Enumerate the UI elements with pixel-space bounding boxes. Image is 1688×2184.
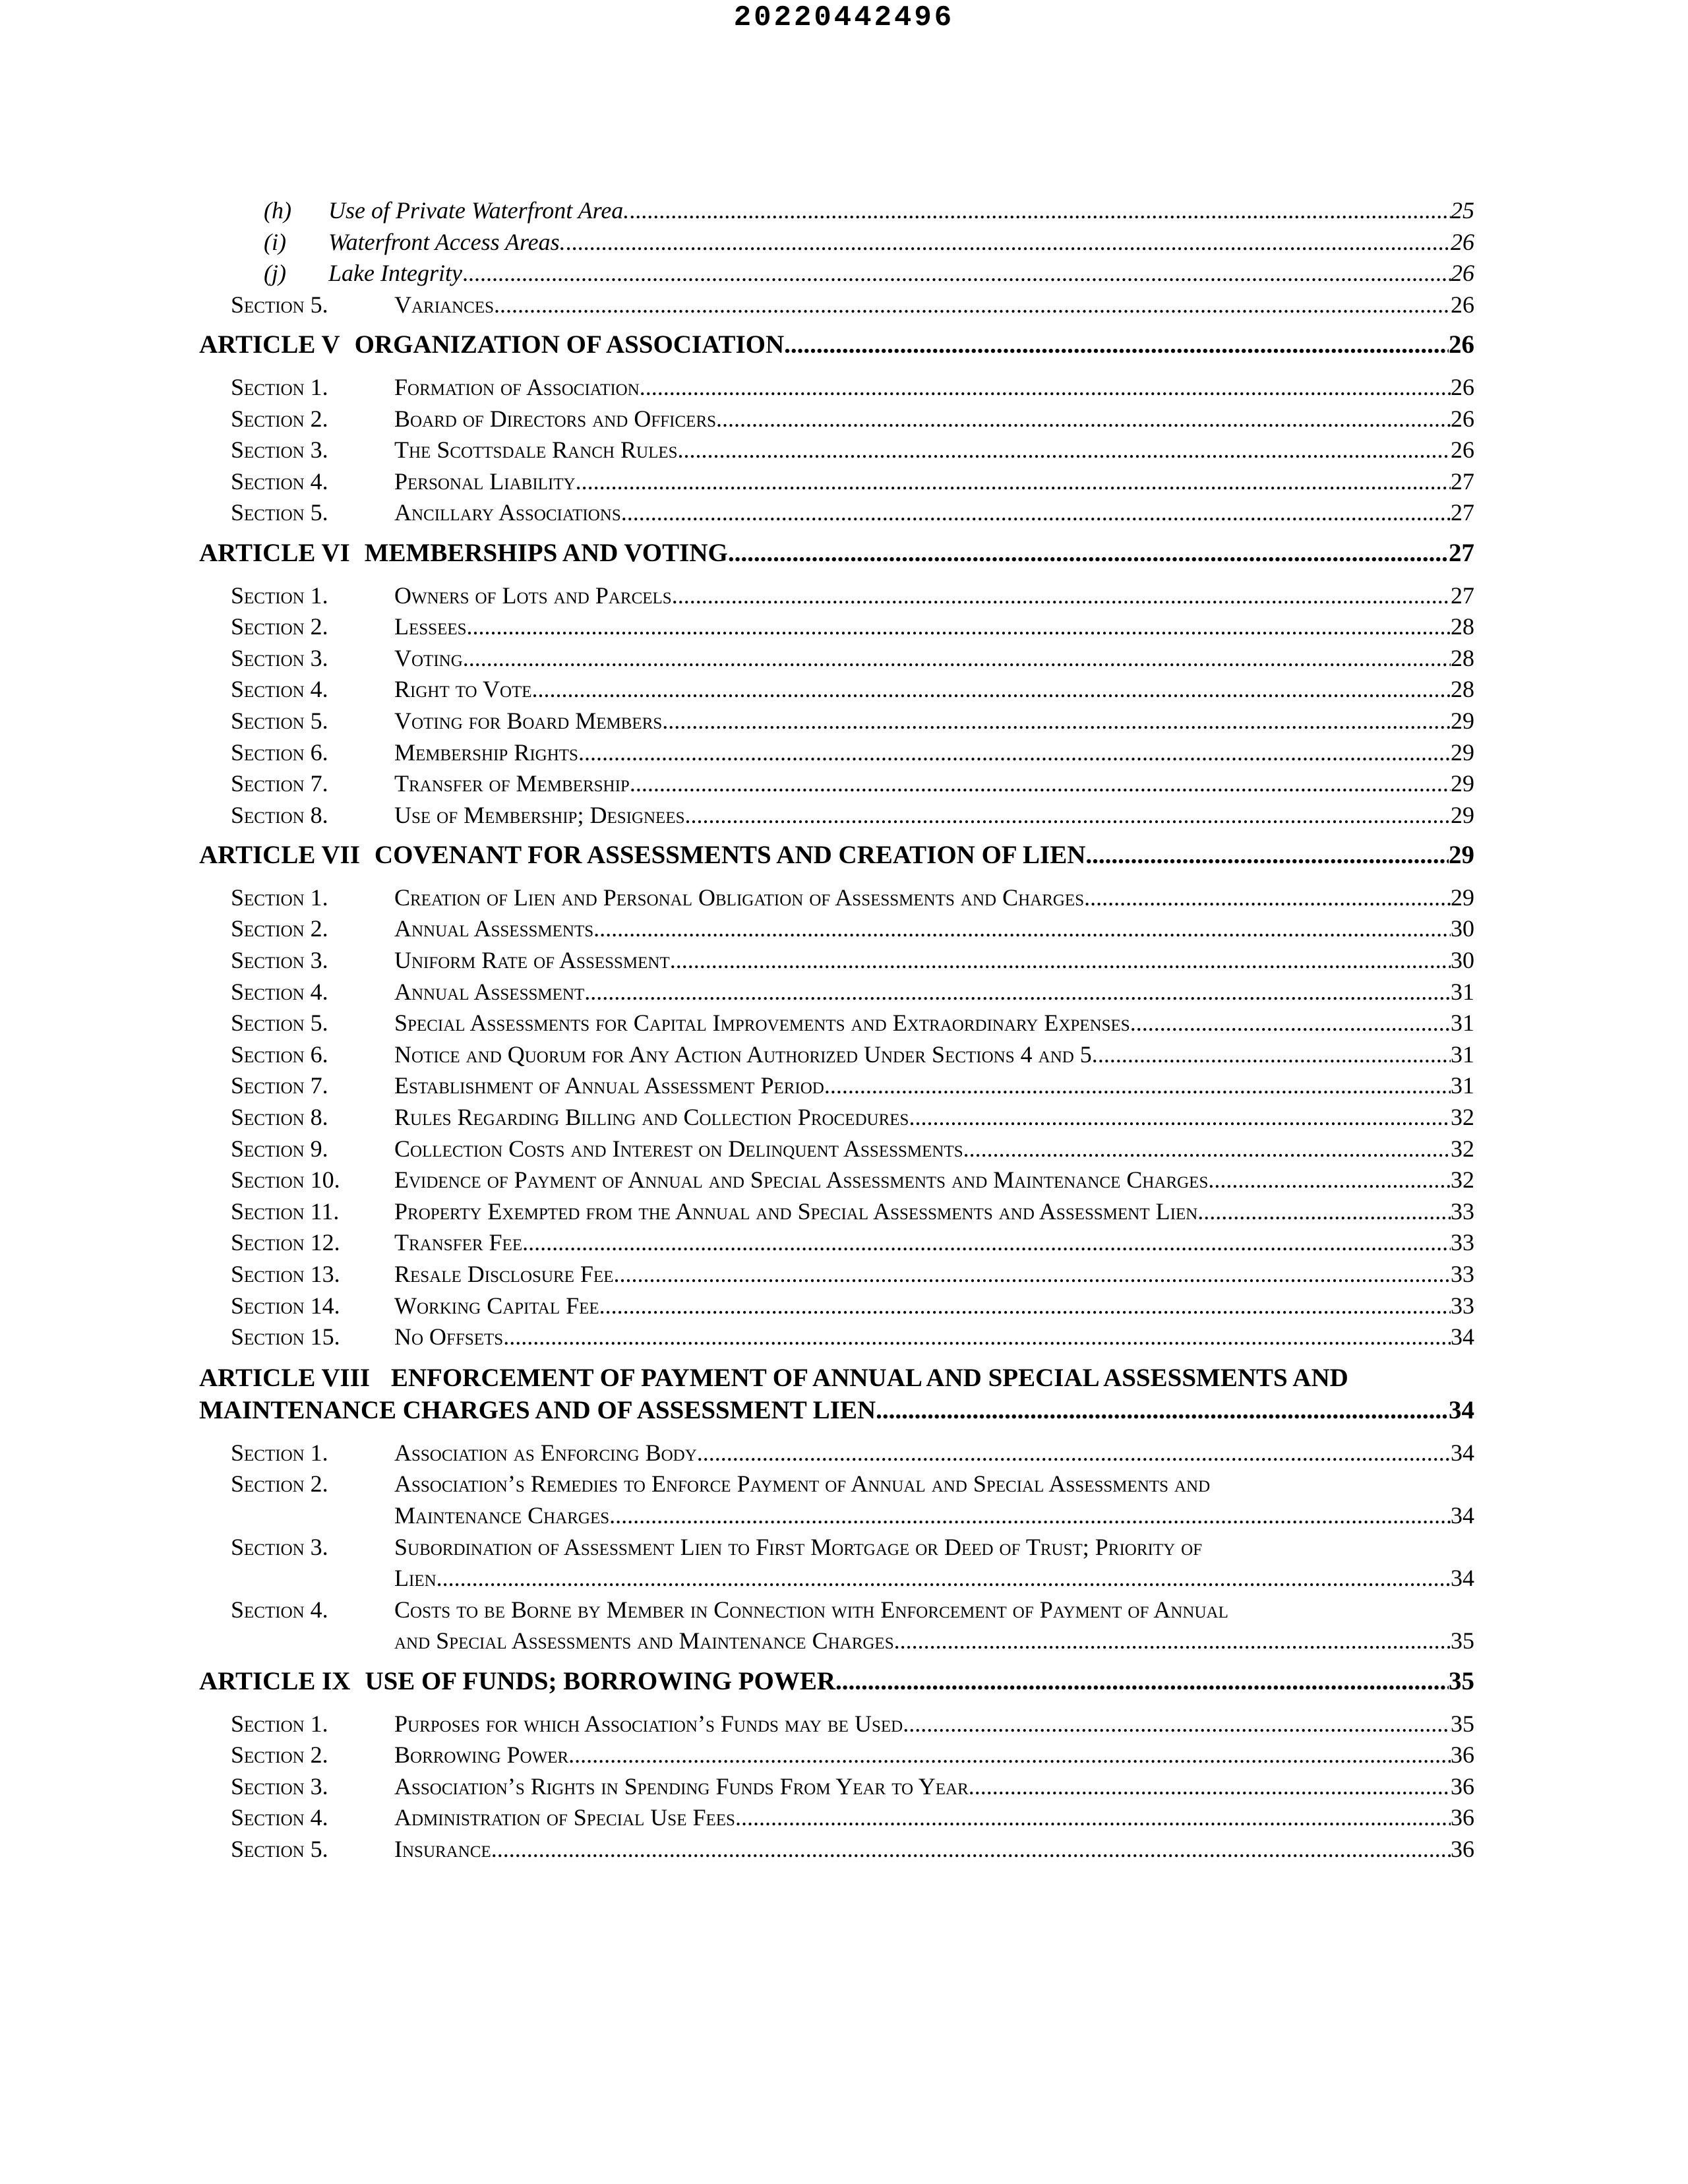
section-title: Creation of Lien and Personal Obligation of Assessments and Charges. — [394, 884, 1091, 911]
dot-leader — [1085, 839, 1449, 871]
dot-leader — [1214, 1165, 1451, 1196]
page-number: 26 — [1451, 228, 1474, 255]
section-label: Section 4. — [231, 978, 328, 1005]
subitem-title: Waterfront Access Areas. — [328, 228, 566, 255]
section-title: Membership Rights. — [394, 739, 584, 766]
dot-leader — [619, 1259, 1451, 1290]
dot-leader — [684, 435, 1451, 466]
section-label: Section 2. — [231, 1742, 328, 1769]
toc-section-row[interactable] — [199, 1771, 1474, 1803]
dot-leader — [615, 1500, 1451, 1532]
toc-section-row[interactable] — [199, 1070, 1474, 1102]
section-label: Section 7. — [231, 1072, 328, 1099]
toc-article-ix[interactable] — [199, 1666, 1474, 1697]
page-number: 30 — [1451, 947, 1474, 974]
section-label: Section 2. — [231, 1471, 328, 1498]
toc-section-row[interactable] — [199, 404, 1474, 435]
article-title: ORGANIZATION OF ASSOCIATION — [354, 330, 785, 359]
section-label: Section 15. — [231, 1323, 340, 1350]
section-label: Section 1. — [231, 582, 328, 609]
section-title: Annual Assessments. — [394, 915, 600, 942]
toc-section-row[interactable] — [199, 1259, 1474, 1290]
toc-section-row[interactable] — [199, 372, 1474, 404]
page-number: 34 — [1449, 1395, 1474, 1424]
dot-leader — [728, 537, 1449, 569]
page-number: 34 — [1451, 1565, 1474, 1592]
page-number: 31 — [1451, 1010, 1474, 1037]
toc-section-row[interactable] — [199, 1321, 1474, 1353]
section-title: Borrowing Power. — [394, 1742, 575, 1769]
section-title: Notice and Quorum for Any Action Authorized Under Sections 4 and 5. — [394, 1041, 1098, 1068]
dot-leader — [574, 1740, 1451, 1771]
page-number: 36 — [1451, 1742, 1474, 1769]
page-number: 36 — [1451, 1804, 1474, 1831]
dot-leader — [741, 1802, 1451, 1834]
section-label: Section 8. — [231, 1104, 328, 1131]
toc-section-row[interactable] — [199, 1834, 1474, 1866]
section-title: Administration of Special Use Fees. — [394, 1804, 741, 1831]
section-label: Section 5. — [231, 291, 328, 318]
article-title: USE OF FUNDS; BORROWING POWER — [365, 1666, 836, 1695]
toc-section-row[interactable] — [199, 497, 1474, 529]
dot-leader — [876, 1394, 1449, 1426]
toc-section-row[interactable] — [199, 611, 1474, 643]
section-label: Section 5. — [231, 1835, 328, 1862]
section-label: Section 2. — [231, 915, 328, 942]
page-number: 34 — [1451, 1502, 1474, 1529]
toc-section-row[interactable] — [199, 1438, 1474, 1469]
dot-leader — [969, 1771, 1451, 1803]
section-title: Lessees. — [394, 613, 473, 640]
dot-leader — [668, 706, 1451, 737]
page-number: 27 — [1451, 499, 1474, 526]
dot-leader — [835, 1666, 1449, 1697]
toc-section-row[interactable] — [199, 737, 1474, 769]
toc-section-row[interactable] — [199, 1102, 1474, 1134]
section-label: Section 5. — [231, 499, 328, 526]
dot-leader — [676, 945, 1451, 977]
page-number: 27 — [1451, 468, 1474, 495]
toc-section-row[interactable] — [199, 580, 1474, 612]
article-label: ARTICLE VII — [199, 841, 360, 870]
page-number: 28 — [1451, 613, 1474, 640]
page-number: 29 — [1451, 801, 1474, 828]
toc-article-v[interactable] — [199, 329, 1474, 361]
section-title: Special Assessments for Capital Improvements and Extraordinary Expenses — [394, 1010, 1130, 1037]
section-title-line2: Lien — [394, 1565, 437, 1592]
dot-leader — [462, 258, 1451, 289]
dot-leader — [494, 289, 1451, 321]
section-label: Section 3. — [231, 1533, 328, 1560]
subitem-label: (j) — [264, 260, 286, 287]
section-title-line2: Maintenance Charges. — [394, 1502, 616, 1529]
dot-leader — [900, 1625, 1451, 1657]
section-label: Section 5. — [231, 1010, 328, 1037]
section-label: Section 10. — [231, 1167, 340, 1194]
toc-section-row[interactable] — [199, 706, 1474, 737]
dot-leader — [522, 1227, 1451, 1259]
subitem-label: (h) — [264, 197, 291, 224]
section-title-line1: Subordination of Assessment Lien to First Mortgage or Deed of Trust; Priority of — [394, 1533, 1203, 1560]
page-number: 33 — [1451, 1198, 1474, 1225]
subitem-title: Lake Integrity — [328, 260, 462, 287]
toc-section-row[interactable] — [199, 1594, 1474, 1657]
dot-leader — [503, 1321, 1451, 1353]
dot-leader — [599, 1290, 1451, 1322]
dot-leader — [703, 1438, 1451, 1469]
toc-subitem-h[interactable] — [199, 195, 1474, 227]
document-number: 20220442496 — [733, 1, 955, 34]
toc-section-row[interactable] — [199, 1039, 1474, 1071]
article-title-line2: MAINTENANCE CHARGES AND OF ASSESSMENT LIEN — [199, 1395, 876, 1424]
dot-leader — [784, 329, 1449, 361]
page-number: 33 — [1451, 1261, 1474, 1287]
page-number: 29 — [1449, 841, 1474, 870]
section-title: Annual Assessment — [394, 978, 585, 1005]
dot-leader — [1203, 1196, 1451, 1228]
section-label: Section 7. — [231, 770, 328, 797]
section-title: Uniform Rate of Assessment. — [394, 947, 676, 974]
toc-section-row[interactable] — [199, 977, 1474, 1008]
section-label: Section 12. — [231, 1229, 340, 1256]
page-number: 35 — [1451, 1710, 1474, 1737]
dot-leader — [722, 404, 1451, 435]
section-title: Board of Directors and Officers. — [394, 405, 723, 432]
page-number: 32 — [1451, 1135, 1474, 1162]
section-label: Section 3. — [231, 644, 328, 671]
dot-leader — [830, 1070, 1451, 1102]
article-title: COVENANT FOR ASSESSMENTS AND CREATION OF LIEN — [374, 841, 1086, 870]
page-number: 28 — [1451, 644, 1474, 671]
section-label: Section 9. — [231, 1135, 328, 1162]
dot-leader — [627, 497, 1451, 529]
toc-subitem-j[interactable] — [199, 258, 1474, 289]
toc-section-row[interactable] — [199, 1469, 1474, 1531]
toc-article-vii[interactable] — [199, 839, 1474, 871]
section-title: Formation of Association. — [394, 373, 646, 400]
dot-leader — [437, 1563, 1451, 1594]
page-number: 28 — [1451, 676, 1474, 703]
section-title: Right to Vote. — [394, 676, 538, 703]
section-title: Purposes for which Association’s Funds may be Used — [394, 1710, 903, 1737]
toc-subitem-i[interactable] — [199, 227, 1474, 258]
table-of-contents — [199, 195, 1474, 1866]
dot-leader — [576, 466, 1451, 498]
section-label: Section 5. — [231, 707, 328, 734]
page-number: 36 — [1451, 1773, 1474, 1800]
page-number: 26 — [1451, 373, 1474, 400]
page-number: 27 — [1451, 582, 1474, 609]
section-title: No Offsets — [394, 1323, 504, 1350]
toc-section-row[interactable] — [199, 674, 1474, 706]
dot-leader — [915, 1102, 1451, 1134]
page-number: 35 — [1451, 1627, 1474, 1654]
page-number: 31 — [1451, 1041, 1474, 1068]
section-label: Section 11. — [231, 1198, 340, 1225]
page-number: 31 — [1451, 1072, 1474, 1099]
toc-section-row[interactable] — [199, 945, 1474, 977]
page-number: 29 — [1451, 739, 1474, 766]
page-number: 35 — [1449, 1666, 1474, 1695]
dot-leader — [463, 643, 1451, 675]
section-label: Section 4. — [231, 468, 328, 495]
dot-leader — [963, 1134, 1451, 1165]
section-title: Rules Regarding Billing and Collection Procedures. — [394, 1104, 915, 1131]
page-number: 26 — [1451, 437, 1474, 464]
section-label: Section 6. — [231, 1041, 328, 1068]
section-title: Collection Costs and Interest on Delinquent Assessments — [394, 1135, 963, 1162]
dot-leader — [473, 611, 1451, 643]
section-title: Transfer Fee — [394, 1229, 523, 1256]
toc-article-vi[interactable] — [199, 537, 1474, 569]
article-label: ARTICLE VIII — [199, 1363, 371, 1392]
page-number: 34 — [1451, 1323, 1474, 1350]
page-number: 33 — [1451, 1229, 1474, 1256]
section-title: Personal Liability — [394, 468, 576, 495]
toc-section-row[interactable] — [199, 913, 1474, 945]
section-title: Property Exempted from the Annual and Special Assessments and Assessment Lien. — [394, 1198, 1204, 1225]
dot-leader — [584, 737, 1451, 769]
toc-section-row[interactable] — [199, 800, 1474, 832]
section-title-line1: Costs to be Borne by Member in Connection with Enforcement of Payment of Annual — [394, 1596, 1228, 1623]
section-label: Section 4. — [231, 1804, 328, 1831]
section-label: Section 4. — [231, 1596, 328, 1623]
toc-section-row[interactable] — [199, 882, 1474, 914]
section-label: Section 3. — [231, 947, 328, 974]
section-label: Section 8. — [231, 801, 328, 828]
dot-leader — [1090, 882, 1451, 914]
toc-section-row[interactable] — [199, 466, 1474, 498]
section-label: Section 4. — [231, 676, 328, 703]
section-title: Owners of Lots and Parcels. — [394, 582, 678, 609]
toc-section-row[interactable] — [199, 768, 1474, 800]
page-number: 27 — [1449, 538, 1474, 567]
toc-section-row[interactable] — [199, 643, 1474, 675]
toc-section-row[interactable] — [199, 1008, 1474, 1039]
section-title: Association’s Rights in Spending Funds From Year to Year — [394, 1773, 969, 1800]
page-number: 32 — [1451, 1104, 1474, 1131]
subitem-label: (i) — [264, 228, 286, 255]
page-number: 30 — [1451, 915, 1474, 942]
page-number: 29 — [1451, 770, 1474, 797]
toc-section-row[interactable] — [199, 435, 1474, 466]
section-label: Section 6. — [231, 739, 328, 766]
article-label: ARTICLE V — [199, 330, 340, 359]
toc-section-row[interactable] — [199, 1740, 1474, 1771]
toc-section-row[interactable] — [199, 1290, 1474, 1322]
article-label: ARTICLE IX — [199, 1666, 351, 1695]
toc-section-row[interactable] — [199, 1532, 1474, 1594]
toc-article-viii[interactable] — [199, 1362, 1474, 1426]
section-label: Section 1. — [231, 1439, 328, 1466]
section-title: Ancillary Associations. — [394, 499, 627, 526]
section-title: The Scottsdale Ranch Rules. — [394, 437, 684, 464]
toc-section-row[interactable] — [199, 1165, 1474, 1196]
toc-section-row[interactable] — [199, 1802, 1474, 1834]
section-label: Section 2. — [231, 405, 328, 432]
section-title: Resale Disclosure Fee. — [394, 1261, 620, 1287]
page-number: 25 — [1451, 197, 1474, 224]
dot-leader — [630, 768, 1451, 800]
page-number: 26 — [1449, 330, 1474, 359]
page-number: 34 — [1451, 1439, 1474, 1466]
page-number: 32 — [1451, 1167, 1474, 1194]
toc-section-row[interactable] — [199, 1196, 1474, 1228]
dot-leader — [629, 195, 1451, 227]
dot-leader — [646, 372, 1451, 404]
section-label: Section 1. — [231, 373, 328, 400]
toc-section-row[interactable] — [199, 1134, 1474, 1165]
dot-leader — [1098, 1039, 1451, 1071]
section-title-line2: and Special Assessments and Maintenance Charges. — [394, 1627, 900, 1654]
dot-leader — [678, 580, 1451, 612]
section-title: Working Capital Fee — [394, 1292, 599, 1319]
dot-leader — [1130, 1008, 1451, 1039]
section-label: Section 3. — [231, 437, 328, 464]
section-title: Use of Membership; Designees. — [394, 801, 691, 828]
section-title: Variances — [394, 291, 495, 318]
section-title: Evidence of Payment of Annual and Special Assessments and Maintenance Charges. — [394, 1167, 1215, 1194]
page-number: 26 — [1451, 291, 1474, 318]
toc-section-row[interactable] — [199, 1709, 1474, 1740]
section-title: Voting for Board Members. — [394, 707, 669, 734]
section-title: Insurance. — [394, 1835, 497, 1862]
page-number: 33 — [1451, 1292, 1474, 1319]
dot-leader — [599, 913, 1451, 945]
toc-section-row[interactable] — [199, 289, 1474, 321]
page-number: 29 — [1451, 884, 1474, 911]
section-label: Section 1. — [231, 884, 328, 911]
section-title: Establishment of Annual Assessment Period. — [394, 1072, 830, 1099]
dot-leader — [584, 977, 1451, 1008]
toc-section-row[interactable] — [199, 1227, 1474, 1259]
dot-leader — [497, 1834, 1451, 1866]
section-title: Voting — [394, 644, 463, 671]
section-title-line1: Association’s Remedies to Enforce Payment of Annual and Special Assessments and — [394, 1471, 1211, 1498]
page-number: 26 — [1451, 405, 1474, 432]
article-title-line1: ENFORCEMENT OF PAYMENT OF ANNUAL AND SPECIAL ASSESSMENTS AND — [390, 1363, 1348, 1392]
section-title: Association as Enforcing Body. — [394, 1439, 703, 1466]
section-label: Section 2. — [231, 613, 328, 640]
section-label: Section 3. — [231, 1773, 328, 1800]
article-title: MEMBERSHIPS AND VOTING — [364, 538, 728, 567]
article-label: ARTICLE VI — [199, 538, 350, 567]
section-label: Section 1. — [231, 1710, 328, 1737]
section-label: Section 14. — [231, 1292, 340, 1319]
dot-leader — [903, 1709, 1451, 1740]
dot-leader — [538, 674, 1451, 706]
subitem-title: Use of Private Waterfront Area. — [328, 197, 630, 224]
dot-leader — [566, 227, 1451, 258]
section-title: Transfer of Membership — [394, 770, 630, 797]
page-number: 26 — [1451, 260, 1474, 287]
page-number: 36 — [1451, 1835, 1474, 1862]
dot-leader — [691, 800, 1451, 832]
page-number: 31 — [1451, 978, 1474, 1005]
page-number: 29 — [1451, 707, 1474, 734]
section-label: Section 13. — [231, 1261, 340, 1287]
